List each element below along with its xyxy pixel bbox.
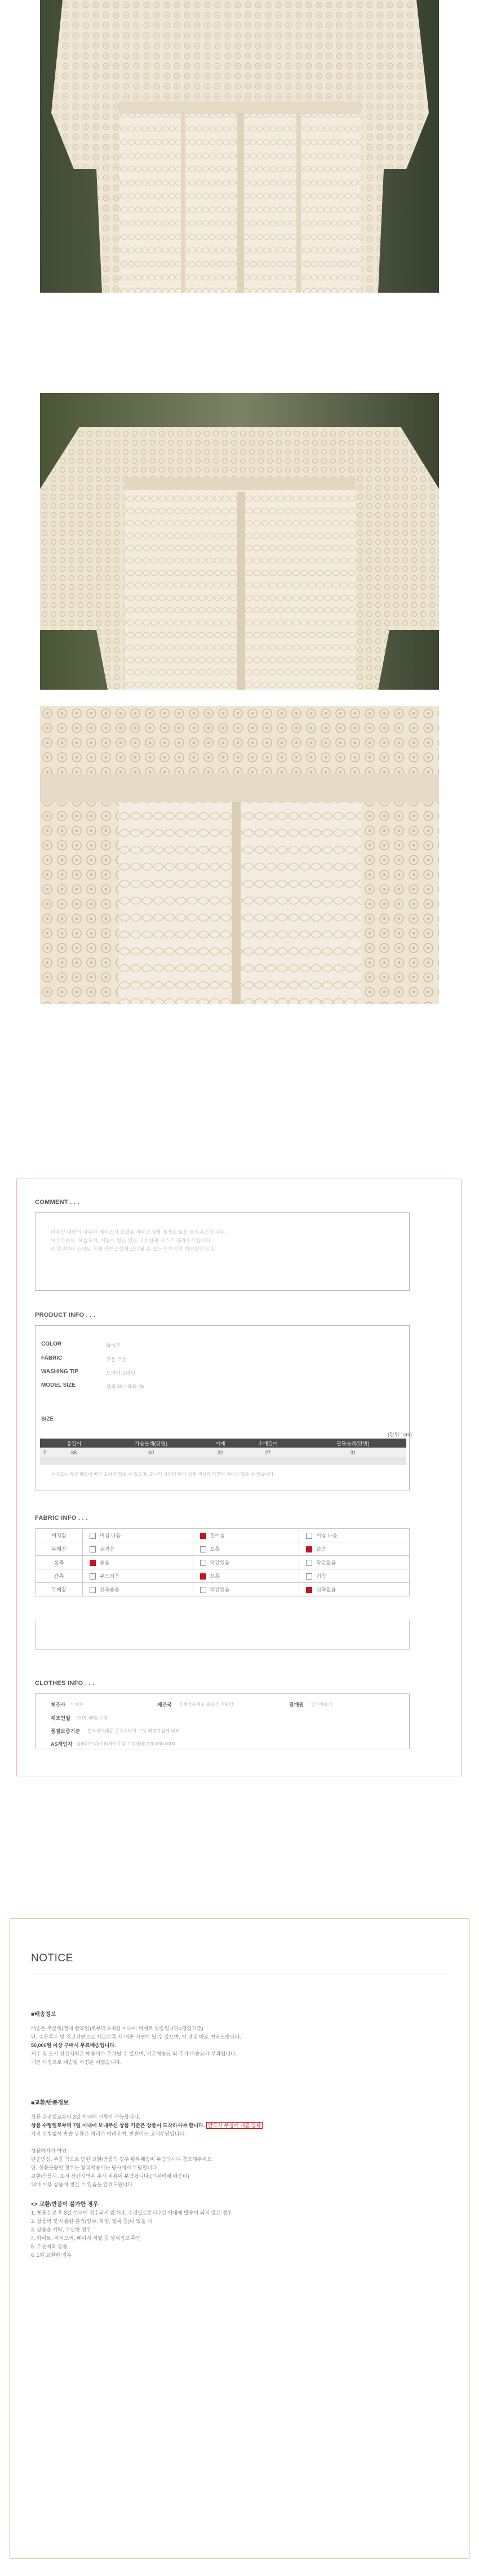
shipping-line: 단, 주문폭주 및 입고지연으로 재고부족 시 배송 지연이 될 수 있으며, 이 경우 따로 연락드립니다.	[31, 2034, 241, 2040]
table-row	[36, 1569, 410, 1583]
fabric-option	[299, 1529, 410, 1542]
exchange-heading: ■교환/반품정보	[31, 2100, 69, 2106]
fabric-option	[299, 1542, 410, 1556]
fabric-option-label: 약간있음	[210, 1586, 230, 1593]
washing-tip-value: 드라이크리닝	[106, 1370, 136, 1376]
fabric-option-label: 두꺼움	[100, 1546, 115, 1552]
no-return-line: 3. 상품을 세탁, 수선한 경우	[31, 2227, 91, 2233]
as-label: AS책임자	[51, 1741, 73, 1747]
fabric-info-table	[35, 1528, 410, 1596]
fabric-option-label: 약간없음	[316, 1559, 336, 1565]
color-value: 화이트	[106, 1343, 121, 1348]
fabric-option	[83, 1556, 193, 1569]
no-return-line: 2. 상품택 및 사용한 흔적(향수, 화장, 얼룩 등)이 있을 시	[31, 2218, 152, 2224]
exchange-line: 교환/반품시, 도서 산간지역은 추가 비용이 부담됩니다.(기본택배 배송비)	[31, 2173, 189, 2179]
size-table-spacer	[40, 1457, 406, 1465]
fabric-option	[83, 1542, 193, 1556]
size-cell: 50	[98, 1448, 205, 1457]
maker-label: 제조사	[51, 1702, 66, 1708]
fabric-info-title: FABRIC INFO . . .	[35, 1515, 88, 1521]
product-info-box	[35, 1325, 410, 1490]
size-header: 총길이	[50, 1439, 98, 1448]
comment-line: 여름밤 패턴의 자수와 레이스가 조합된 레이스자켓 제작소 로운 블라우스입니다.	[51, 1229, 225, 1235]
comment-title: COMMENT . . .	[35, 1199, 80, 1206]
clothes-info-title: CLOTHES INFO . . .	[35, 1680, 95, 1687]
checkbox-checked-icon	[90, 1560, 96, 1566]
fabric-value: 코튼 코튼	[106, 1357, 127, 1362]
fabric-option-label: 보통	[210, 1546, 220, 1552]
no-return-line: 4. 화이트, 아이보리, 베이지 계열 등 상세정보 확인	[31, 2235, 141, 2241]
exchange-line: 사전 신청없이 반송 상품은 처리가 어려우며, 반송비는 고객부담입니다.	[31, 2131, 186, 2137]
checkbox-empty-icon	[200, 1546, 206, 1552]
washing-tip-label: WASHING TIP	[41, 1369, 79, 1375]
no-return-heading: <> 교환/반품이 불가한 경우	[31, 2202, 99, 2208]
fabric-option-label: 비침 나음	[316, 1532, 338, 1538]
fabric-category: 두께감	[36, 1542, 83, 1556]
size-cell: 32	[205, 1448, 236, 1457]
checkbox-empty-icon	[200, 1587, 206, 1593]
origin-label: 제조국	[157, 1702, 172, 1708]
checkbox-empty-icon	[90, 1573, 96, 1580]
highlight-badge: 반드시 부청에 제출 등록	[206, 2122, 263, 2129]
fabric-option-label: 신축없음	[316, 1586, 336, 1593]
fabric-option-label: 밑비침	[210, 1532, 225, 1538]
checkbox-checked-icon	[306, 1546, 312, 1552]
fabric-option	[193, 1529, 299, 1542]
date-label: 제조연월	[51, 1715, 70, 1721]
size-cell: 31	[300, 1448, 406, 1457]
checkbox-empty-icon	[306, 1573, 312, 1580]
fabric-option-label: 보통	[210, 1573, 220, 1579]
fabric-option	[83, 1529, 193, 1542]
size-header: 어깨	[205, 1439, 236, 1448]
shipping-line: 제주 및 도서 산간지역은 배송비가 추가될 수 있으며, 기본배송료 외 추가 배송료가 부과됩니다.	[31, 2051, 237, 2057]
fabric-option-label: 비침 나음	[100, 1532, 121, 1538]
checkbox-empty-icon	[90, 1587, 96, 1593]
size-label: SIZE	[41, 1416, 54, 1422]
checkbox-empty-icon	[306, 1533, 312, 1539]
exchange-line: 상품 수령일로부터 3일 이내에 신청이 가능합니다.	[31, 2114, 140, 2120]
model-size-label: MODEL SIZE	[41, 1382, 76, 1388]
shipping-heading: ■배송정보	[31, 2012, 56, 2018]
comment-line: 여유로운핏, 헤름도에, 여밈이 없는 있는 고유한핏 시스로 블라우스입니다.	[51, 1238, 212, 1243]
size-table	[40, 1439, 406, 1465]
checkbox-empty-icon	[90, 1533, 96, 1539]
fabric-option-label: 얇음	[316, 1546, 326, 1552]
table-row	[36, 1556, 410, 1569]
free-shipping-text: 50,000원 이상 구매시 무료배송입니다.	[31, 2043, 116, 2048]
fabric-category: 신축	[36, 1556, 83, 1569]
size-header	[40, 1439, 50, 1448]
fabric-option-label: 좋음	[100, 1559, 110, 1565]
fabric-option	[299, 1556, 410, 1569]
checkbox-empty-icon	[200, 1560, 206, 1566]
product-info-title: PRODUCT INFO . . .	[35, 1312, 96, 1318]
seller-label: 판매원	[289, 1702, 304, 1708]
maker-value: 아이아	[71, 1702, 85, 1707]
table-row	[36, 1583, 410, 1596]
shipping-line	[31, 2041, 116, 2049]
product-photo-lace-detail	[40, 706, 439, 1004]
no-return-line: 6. 1회 교환한 경우	[31, 2252, 72, 2258]
fabric-option	[193, 1569, 299, 1583]
checkbox-checked-icon	[200, 1573, 206, 1580]
fabric-option	[299, 1569, 410, 1583]
color-label: COLOR	[41, 1341, 62, 1347]
exchange-line: 택배 이용 상품에 생길 수 있음을 알려드립니다.	[31, 2182, 134, 2187]
size-header: 소매길이	[236, 1439, 300, 1448]
checkbox-checked-icon	[306, 1587, 312, 1593]
origin-value: 국제섬유제조 중공국 지원장	[179, 1702, 234, 1707]
fabric-option	[193, 1542, 299, 1556]
fabric-option	[299, 1583, 410, 1596]
fabric-option	[193, 1583, 299, 1596]
seller-value: 실바하트너	[311, 1702, 332, 1707]
shipping-line: 배송은 주문일(결제 완료일)로부터 2~5일 이내에 택배로 발송됩니다.(평일기준)	[31, 2026, 203, 2031]
table-row	[36, 1529, 410, 1542]
notice-title: NOTICE	[31, 1952, 73, 1964]
size-cell: 27	[236, 1448, 300, 1457]
model-size-value: 상의 55 / 하의 26	[106, 1384, 144, 1390]
product-photo-back-full	[40, 393, 439, 690]
fabric-option	[83, 1583, 193, 1596]
quality-label: 품질보증기준	[51, 1728, 81, 1734]
exchange-line: 상품하자가 아닌	[31, 2148, 67, 2154]
shipping-line: 개인 사정으로 배송일 지정은 어렵습니다.	[31, 2059, 122, 2065]
size-unit: (단위 : cm)	[388, 1432, 412, 1437]
exchange-line	[31, 2121, 263, 2129]
exchange-line: 단, 상품불량인 경우는 왕복배송비는 당사에서 부담합니다.	[31, 2165, 159, 2171]
fabric-option-label: 신축좋음	[100, 1586, 119, 1593]
quality-value: 전자상거래등 준수소비자 보장 매장지점에 의해	[87, 1728, 180, 1733]
fabric-info-spacer	[35, 1620, 410, 1650]
checkbox-checked-icon	[200, 1533, 206, 1539]
checkbox-empty-icon	[306, 1560, 312, 1566]
fabric-option-label: 거침	[316, 1573, 326, 1579]
no-return-line: 1. 제품수령 후 3일 이내에 접수되지 않거나, 수령일로부터 7일 이내에 발송이 되지 않은 경우	[31, 2210, 232, 2216]
size-cell: F	[40, 1448, 50, 1457]
fabric-category: 감촉	[36, 1569, 83, 1583]
comment-line: 레깅진미나 스커트 등에 자연스럽게 코디될 수 있는 반하지만 여러벌입니다.	[51, 1246, 216, 1252]
product-photo-back-hanging	[40, 0, 439, 293]
size-note: 사이즈는 측정 방법에 따라 오차가 있을 수 있으며, 모니터 사양에 따라 실제 색상과 약간의 차이가 있을 수 있습니다.	[51, 1472, 275, 1477]
no-return-line: 5. 주문제작 상품	[31, 2244, 68, 2249]
fabric-option-label: 부드러움	[100, 1573, 119, 1579]
exchange-deadline-text: 상품 수령일로부터 7일 이내에 보내주신 상품 기준은 상품이 도착하셔야 합니다.	[31, 2123, 205, 2128]
fabric-option	[193, 1556, 299, 1569]
as-value: 실바하트너(소비자보호팀 고객센터) 070-000-0000	[76, 1741, 175, 1746]
checkbox-empty-icon	[90, 1546, 96, 1552]
fabric-option	[83, 1569, 193, 1583]
fabric-label: FABRIC	[41, 1355, 63, 1361]
size-header: 가슴둘레(단면)	[98, 1439, 205, 1448]
date-value: 2015. 06월 이후	[76, 1715, 108, 1721]
size-header: 팔뚝둘레(단면)	[300, 1439, 406, 1448]
fabric-category: 두께감	[36, 1583, 83, 1596]
table-row	[36, 1542, 410, 1556]
table-row	[40, 1448, 406, 1457]
exchange-line: 단순변심, 주문 착오로 인한 교환/반품의 경우 왕복배송비 부담되시니 참고해주세요.	[31, 2156, 214, 2162]
size-cell: 65	[50, 1448, 98, 1457]
fabric-category: 비치감	[36, 1529, 83, 1542]
fabric-option-label: 약간있음	[210, 1559, 230, 1565]
